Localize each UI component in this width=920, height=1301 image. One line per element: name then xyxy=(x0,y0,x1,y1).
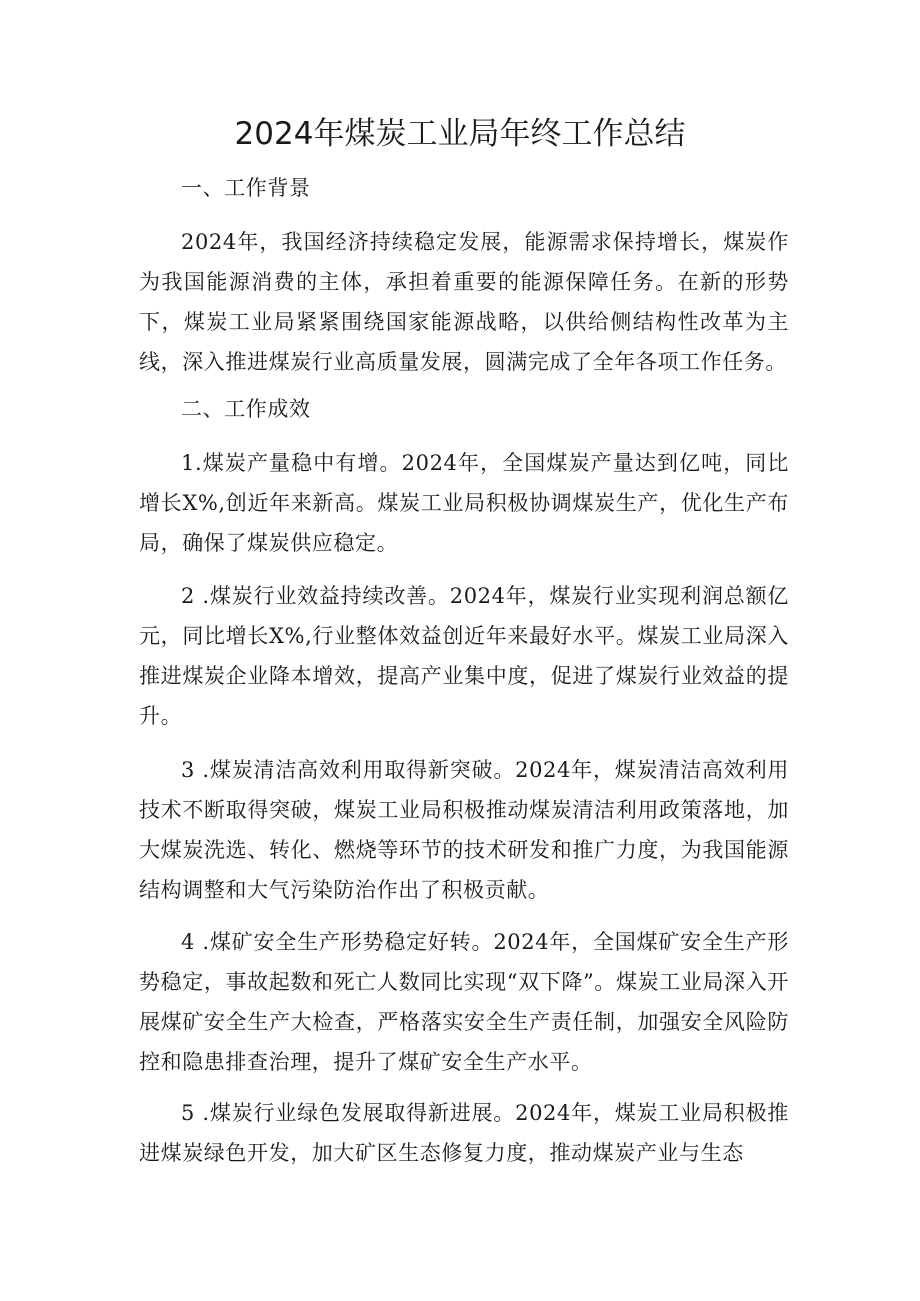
achievement-item-2: 2 .煤炭行业效益持续改善。2024年，煤炭行业实现利润总额亿元，同比增长X%,行业整体效益创近年来最好水平。煤炭工业局深入推进煤炭企业降本增效，提高产业集中度，促进了煤炭行业效益的提升。 xyxy=(139,584,789,728)
document-title: 2024年煤炭工业局年终工作总结 xyxy=(234,116,686,152)
achievement-item-1: 1.煤炭产量稳中有增。2024年，全国煤炭产量达到亿吨，同比增长X%,创近年来新高。煤炭工业局积极协调煤炭生产，优化生产布局，确保了煤炭供应稳定。 xyxy=(139,451,789,555)
section-heading-background: 一、工作背景 xyxy=(181,176,311,200)
background-paragraph: 2024年，我国经济持续稳定发展，能源需求保持增长，煤炭作为我国能源消费的主体，承担着重要的能源保障任务。在新的形势下，煤炭工业局紧紧围绕国家能源战略，以供给侧结构性改革为主线，深入推进煤炭行业高质量发展，圆满完成了全年各项工作任务。 xyxy=(139,230,789,374)
section-heading-achievements: 二、工作成效 xyxy=(181,397,311,421)
achievement-item-3: 3 .煤炭清洁高效利用取得新突破。2024年，煤炭清洁高效利用技术不断取得突破，煤炭工业局积极推动煤炭清洁利用政策落地，加大煤炭洗选、转化、燃烧等环节的技术研发和推广力度，为我国能源结构调整和大气污染防治作出了积极贡献。 xyxy=(139,758,789,902)
achievement-item-5: 5 .煤炭行业绿色发展取得新进展。2024年，煤炭工业局积极推进煤炭绿色开发，加大矿区生态修复力度，推动煤炭产业与生态 xyxy=(139,1101,789,1165)
achievement-item-4: 4 .煤矿安全生产形势稳定好转。2024年，全国煤矿安全生产形势稳定，事故起数和死亡人数同比实现“双下降”。煤炭工业局深入开展煤矿安全生产大检查，严格落实安全生产责任制，加强安全风险防控和隐患排查治理，提升了煤矿安全生产水平。 xyxy=(139,930,789,1074)
